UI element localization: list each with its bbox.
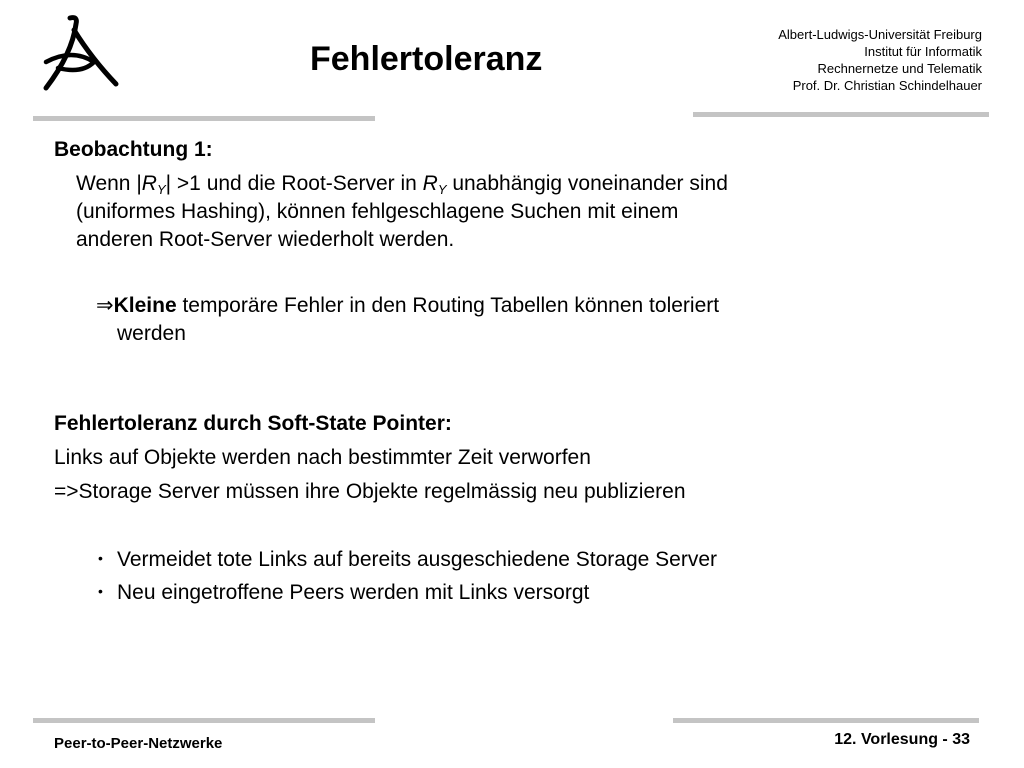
implication-rest: temporäre Fehler in den Routing Tabellen können toleriert — [176, 294, 720, 317]
institution-professor: Prof. Dr. Christian Schindelhauer — [792, 78, 982, 93]
footer-course-name: Peer-to-Peer-Netzwerke — [54, 735, 223, 752]
header-divider-right — [693, 112, 989, 117]
fault-tolerance-line-1: Links auf Objekte werden nach bestimmter Zeit verworfen — [54, 446, 591, 469]
observation-text-b: | >1 und die Root-Server in — [165, 172, 423, 195]
list-item-text: Neu eingetroffene Peers werden mit Links versorgt — [117, 581, 590, 604]
fault-tolerance-heading: Fehlertoleranz durch Soft-State Pointer: — [54, 412, 452, 435]
implication-line-1 — [96, 292, 719, 320]
observation-text-c: unabhängig voneinander sind — [446, 172, 728, 195]
institution-university: Albert-Ludwigs-Universität Freiburg — [778, 27, 982, 42]
implication-bold: Kleine — [113, 294, 177, 317]
institution-institute: Institut für Informatik — [864, 44, 982, 59]
observation-heading: Beobachtung 1: — [54, 138, 213, 161]
observation-line-3: anderen Root-Server wiederholt werden. — [76, 228, 455, 251]
variable-r: R — [141, 172, 157, 195]
subscript-y: Y — [156, 182, 166, 197]
institution-chair: Rechnernetze und Telematik — [817, 61, 982, 76]
footer-divider-left — [33, 718, 375, 723]
page-title: Fehlertoleranz — [310, 40, 543, 78]
observation-line-1 — [76, 170, 728, 198]
implication — [96, 292, 719, 348]
implies-arrow-icon: ⇒ — [96, 294, 114, 317]
subscript-y: Y — [437, 182, 447, 197]
bullet-icon: • — [98, 583, 103, 599]
university-logo-icon — [32, 14, 122, 94]
variable-r: R — [422, 172, 438, 195]
footer-lecture-page: 12. Vorlesung - 33 — [834, 731, 970, 748]
bullet-icon: • — [98, 550, 103, 566]
institution-block — [778, 26, 982, 94]
implication-line-2: werden — [117, 322, 186, 345]
list-item-text: Vermeidet tote Links auf bereits ausgeschiedene Storage Server — [117, 548, 718, 571]
list-item — [98, 578, 589, 606]
observation-text-a: Wenn | — [76, 172, 142, 195]
observation-line-2: (uniformes Hashing), können fehlgeschlagene Suchen mit einem — [76, 200, 679, 223]
footer-divider-right — [673, 718, 979, 723]
fault-tolerance-line-2: =>Storage Server müssen ihre Objekte regelmässig neu publizieren — [54, 480, 686, 503]
header-divider-left — [33, 116, 375, 121]
observation-paragraph — [76, 170, 728, 254]
list-item — [98, 545, 717, 573]
